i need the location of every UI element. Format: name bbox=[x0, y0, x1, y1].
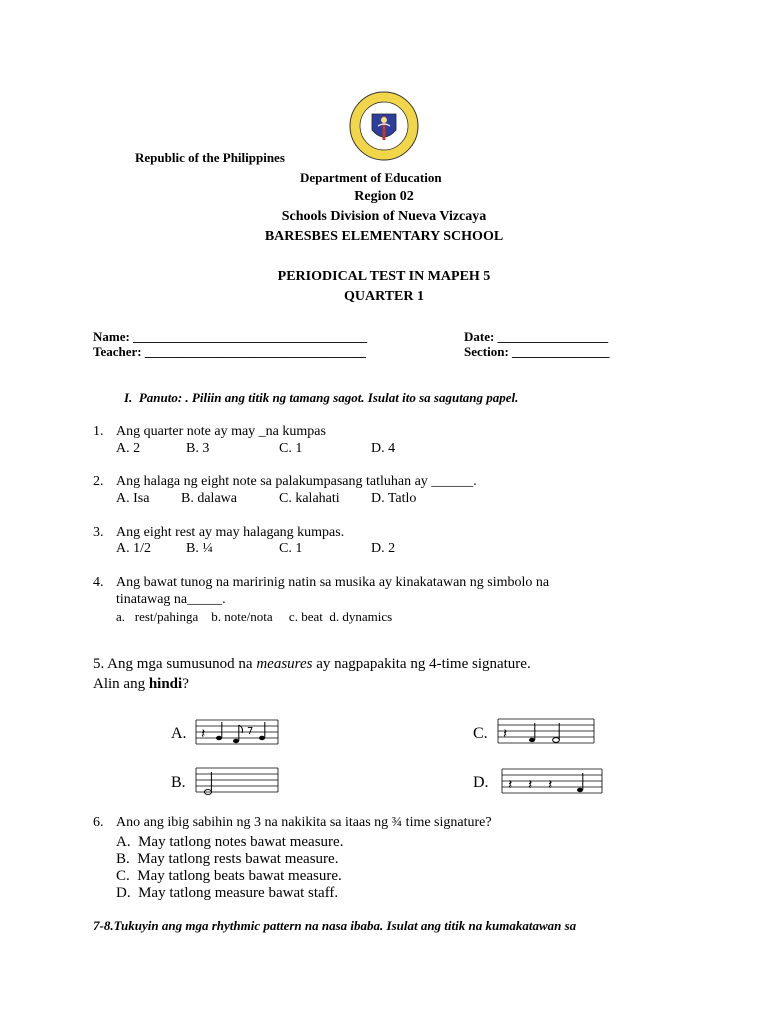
svg-text:7: 7 bbox=[247, 726, 254, 737]
instructions-text: Panuto: . Piliin ang titik ng tamang sagot. Isulat ito sa sagutang papel. bbox=[138, 390, 519, 405]
staff-a-label: A. bbox=[171, 725, 187, 742]
question-number: 6. bbox=[93, 815, 104, 830]
staff-c-label: C. bbox=[473, 725, 488, 742]
choice-b: B. May tatlong rests bawat measure. bbox=[116, 851, 339, 867]
question-number: 4. bbox=[93, 575, 104, 590]
instructions bbox=[124, 390, 518, 406]
instructions-number: I. bbox=[124, 390, 133, 405]
choice-d: D. May tatlong measure bawat staff. bbox=[116, 885, 339, 901]
svg-text:𝄽: 𝄽 bbox=[508, 777, 513, 793]
question-text: Ang quarter note ay may _na kumpas bbox=[116, 424, 326, 439]
choice-d: D. 4 bbox=[371, 441, 396, 456]
choice-d: D. Tatlo bbox=[371, 491, 417, 506]
q5-text-post: ay nagpapakita ng 4-time signature. bbox=[312, 656, 531, 672]
choice-a: A. 2 bbox=[116, 441, 141, 456]
svg-text:𝄽: 𝄽 bbox=[528, 777, 533, 793]
q5-line2-post: ? bbox=[182, 676, 189, 692]
deped-seal-icon bbox=[348, 90, 420, 162]
name-field: Name: ____________________________________ bbox=[93, 329, 368, 344]
staff-b-label: B. bbox=[171, 774, 186, 791]
question-text: Ang eight rest ay may halagang kumpas. bbox=[116, 525, 345, 540]
q5-text-em: measures bbox=[256, 656, 313, 672]
svg-text:𝄽: 𝄽 bbox=[548, 777, 553, 793]
staff-d bbox=[500, 764, 604, 800]
choice-c: C. 1 bbox=[279, 441, 303, 456]
q5-text-pre: 5. Ang mga sumusunod na bbox=[93, 656, 257, 672]
question-text: Ang bawat tunog na maririnig natin sa musika ay kinakatawan ng simbolo na bbox=[116, 575, 550, 590]
choice-b: B. dalawa bbox=[181, 491, 237, 506]
date-field: Date: _________________ bbox=[464, 329, 609, 344]
department-label: Department of Education bbox=[300, 170, 442, 185]
question-text: Ano ang ibig sabihin ng 3 na nakikita sa itaas ng ¾ time signature? bbox=[116, 815, 492, 830]
region-label: Region 02 bbox=[354, 189, 414, 204]
svg-text:𝄽: 𝄽 bbox=[503, 726, 508, 742]
q5-line2-bold: hindi bbox=[148, 676, 183, 692]
choice-a: A. Isa bbox=[116, 491, 150, 506]
section-field: Section: _______________ bbox=[464, 344, 610, 359]
choice-c: C. kalahati bbox=[279, 491, 340, 506]
question-number: 3. bbox=[93, 525, 104, 540]
teacher-field: Teacher: __________________________________ bbox=[93, 344, 366, 359]
question-text bbox=[93, 656, 531, 673]
choice-c: C. May tatlong beats bawat measure. bbox=[116, 868, 342, 884]
svg-text:𝄽: 𝄽 bbox=[201, 726, 206, 742]
staff-a bbox=[194, 716, 280, 748]
choice-a: A. 1/2 bbox=[116, 541, 151, 556]
choice-d: D. 2 bbox=[371, 541, 396, 556]
q5-line2-pre: Alin ang bbox=[93, 676, 149, 692]
deped-seal bbox=[348, 90, 420, 162]
test-title: PERIODICAL TEST IN MAPEH 5 bbox=[277, 269, 491, 284]
question-text: Ang halaga ng eight note sa palakumpasang tatluhan ay ______. bbox=[116, 474, 477, 489]
choice-c: C. 1 bbox=[279, 541, 303, 556]
choice-b: B. 3 bbox=[186, 441, 210, 456]
staff-d-label: D. bbox=[473, 774, 489, 791]
choices-line: a. rest/pahinga b. note/nota c. beat d. dynamics bbox=[116, 609, 393, 624]
school-label: BARESBES ELEMENTARY SCHOOL bbox=[264, 229, 504, 244]
question-text-continued: tinatawag na_____. bbox=[116, 592, 226, 607]
question-number: 2. bbox=[93, 474, 104, 489]
staff-c bbox=[496, 714, 596, 748]
republic-label: Republic of the Philippines bbox=[135, 150, 285, 165]
question-7-8-text: 7-8.Tukuyin ang mga rhythmic pattern na nasa ibaba. Isulat ang titik na kumakatawan sa bbox=[93, 918, 577, 933]
question-text-line2 bbox=[93, 676, 189, 693]
quarter-label: QUARTER 1 bbox=[343, 289, 424, 304]
choice-a: A. May tatlong notes bawat measure. bbox=[116, 834, 344, 850]
staff-b bbox=[194, 764, 280, 798]
choice-b: B. ¼ bbox=[186, 541, 213, 556]
question-number: 1. bbox=[93, 424, 104, 439]
division-label: Schools Division of Nueva Vizcaya bbox=[281, 209, 487, 224]
